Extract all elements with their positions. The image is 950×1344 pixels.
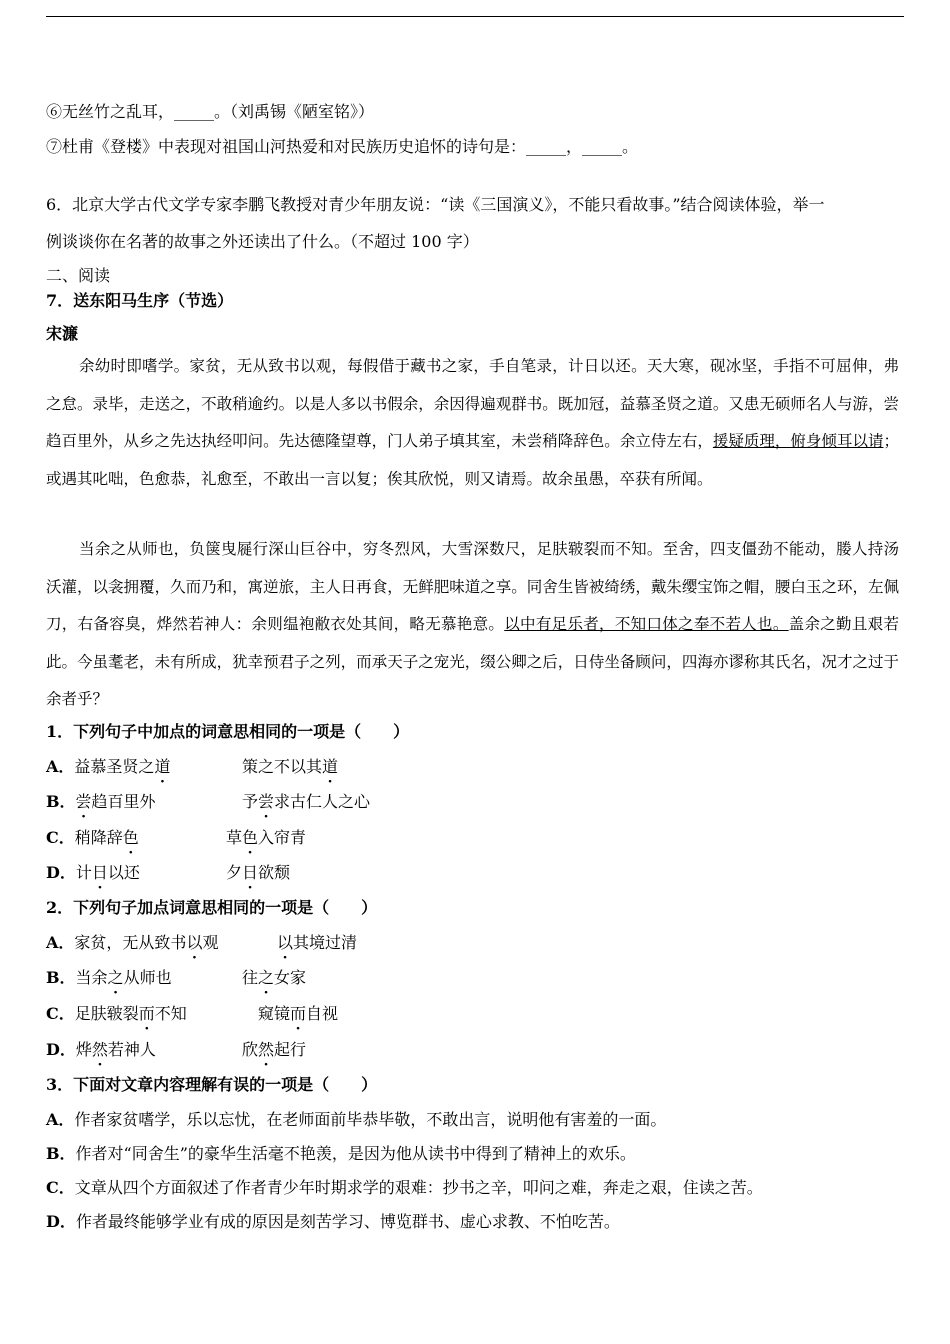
option-label: A． xyxy=(46,1110,75,1129)
q2-option-c: C．足肤皲裂而不知 xyxy=(46,1004,187,1023)
option-text: 文章从四个方面叙述了作者青少年时期求学的艰难：抄书之辛，叩问之难，奔走之艰，住读之苦。 xyxy=(74,1178,763,1197)
q1-option-c: C．稍降辞色 xyxy=(46,828,139,847)
q2-option-b-compare: 往之女家 xyxy=(242,968,307,987)
question-2-stem: 2．下列句子加点词意思相同的一项是（ ） xyxy=(46,898,378,917)
passage-text: ；或遇其叱咄，色愈恭，礼愈至，不敢出一言以复；俟其欣悦，则又请焉。故余虽愚，卒获有所闻。 xyxy=(46,432,899,488)
q2-option-b: B．当余之从师也 xyxy=(46,968,172,987)
dotted-word: 日 xyxy=(91,863,108,882)
top-rule xyxy=(46,16,904,17)
q3-option-b xyxy=(46,1144,636,1164)
option-label: A． xyxy=(46,933,75,952)
underlined-sentence: 以中有足乐者，不知口体之奉不若人也。 xyxy=(504,615,789,633)
option-label: D． xyxy=(46,863,76,882)
section-heading: 二、阅读 xyxy=(46,266,111,285)
underlined-sentence: 援疑质理，俯身倾耳以请 xyxy=(712,432,884,450)
dotted-word: 色 xyxy=(242,828,259,847)
dotted-word: 尝 xyxy=(258,792,275,811)
option-label: A． xyxy=(46,757,75,776)
q2-option-d-compare: 欣然起行 xyxy=(242,1040,307,1059)
dotted-word: 而 xyxy=(138,1004,155,1023)
option-label: C． xyxy=(46,1178,75,1197)
dotted-word: 然 xyxy=(91,1040,108,1059)
option-label: C． xyxy=(46,828,75,847)
dotted-word: 之 xyxy=(258,968,275,987)
dotted-word: 之 xyxy=(107,968,124,987)
passage-text: 盖余之勤且艰若此。今虽耄老，未有所成，犹幸预君子之列，而承天子之宠光，缀公卿之后，日侍坐备顾问，四海亦谬称其氏名，况才之过于余者乎？ xyxy=(46,615,899,708)
q3-option-a xyxy=(46,1110,666,1130)
passage-paragraph-2 xyxy=(46,531,899,719)
dotted-word: 色 xyxy=(122,828,139,847)
passage-text: 余幼时即嗜学。家贫，无从致书以观，每假借于藏书之家，手自笔录，计日以还。天大寒，砚冰坚，手指不可屈伸，弗之怠。录毕，走送之，不敢稍逾约。以是人多以书假余，余因得遍观群书。既加冠，益慕圣贤之道。又患无硕师名人与游，尝趋百里外，从乡之先达执经叩问。先达德隆望尊，门人弟子填其室，未尝稍降辞色。余立侍左右， xyxy=(46,357,899,450)
dotted-word: 道 xyxy=(322,757,339,776)
option-label: D． xyxy=(46,1040,76,1059)
q3-option-d xyxy=(46,1212,620,1232)
q1-option-d-compare: 夕日欲颓 xyxy=(226,863,291,882)
option-label: B． xyxy=(46,792,76,811)
q2-option-d: D．烨然若神人 xyxy=(46,1040,156,1059)
option-label: B． xyxy=(46,968,76,987)
question-1-stem: 1．下列句子中加点的词意思相同的一项是（ ） xyxy=(46,722,410,741)
q2-option-a: A．家贫，无从致书以观 xyxy=(46,933,219,952)
dotted-word: 道 xyxy=(154,757,171,776)
question-7-title: 7．送东阳马生序（节选） xyxy=(46,291,234,310)
dotted-word: 而 xyxy=(290,1004,307,1023)
option-text: 作者对“同舍生”的豪华生活毫不艳羡，是因为他从读书中得到了精神上的欢乐。 xyxy=(75,1144,636,1163)
q3-option-c xyxy=(46,1178,763,1198)
question-6-line-1: 6．北京大学古代文学专家李鹏飞教授对青少年朋友说：“读《三国演义》，不能只看故事。”结合阅读体验，举一 xyxy=(46,195,825,214)
passage-paragraph-1 xyxy=(46,348,899,498)
dotted-word: 尝 xyxy=(75,792,92,811)
q1-option-b: B．尝趋百里外 xyxy=(46,792,156,811)
option-label: C． xyxy=(46,1004,75,1023)
q1-option-c-compare: 草色入帘青 xyxy=(226,828,307,847)
passage-text: 当余之从师也，负箧曳屣行深山巨谷中，穷冬烈风，大雪深数尺，足肤皲裂而不知。至舍，四支僵劲不能动，媵人持汤沃灌，以衾拥覆，久而乃和，寓逆旅，主人日再食，无鲜肥味道之享。同舍生皆被绮绣，戴朱缨宝饰之帽，腰白玉之环，左佩刀，右备容臭，烨然若神人：余则缊袍敝衣处其间，略无慕艳意。 xyxy=(46,540,899,633)
q1-option-d: D．计日以还 xyxy=(46,863,140,882)
q1-option-a-compare: 策之不以其道 xyxy=(242,757,339,776)
q1-option-b-compare: 予尝求古仁人之心 xyxy=(242,792,371,811)
dotted-word: 以 xyxy=(186,933,203,952)
fill-blank-7: ⑦杜甫《登楼》中表现对祖国山河热爱和对民族历史追怀的诗句是：_____，_____。 xyxy=(46,137,639,156)
option-label: B． xyxy=(46,1144,76,1163)
q2-option-a-compare: 以其境过清 xyxy=(277,933,358,952)
dotted-word: 以 xyxy=(277,933,294,952)
q2-option-c-compare: 窥镜而自视 xyxy=(258,1004,339,1023)
q1-option-a: A．益慕圣贤之道 xyxy=(46,757,171,776)
question-3-stem: 3．下面对文章内容理解有误的一项是（ ） xyxy=(46,1075,378,1094)
passage-author: 宋濂 xyxy=(46,324,79,343)
dotted-word: 然 xyxy=(258,1040,275,1059)
fill-blank-6: ⑥无丝竹之乱耳，_____。（刘禹锡《陋室铭》） xyxy=(46,102,375,121)
option-text: 作者家贫嗜学，乐以忘忧，在老师面前毕恭毕敬，不敢出言，说明他有害羞的一面。 xyxy=(74,1110,667,1129)
option-text: 作者最终能够学业有成的原因是刻苦学习、博览群书、虚心求教、不怕吃苦。 xyxy=(75,1212,620,1231)
option-label: D． xyxy=(46,1212,76,1231)
dotted-word: 日 xyxy=(242,863,259,882)
question-6-line-2: 例谈谈你在名著的故事之外还读出了什么。（不超过 100 字） xyxy=(46,232,479,251)
